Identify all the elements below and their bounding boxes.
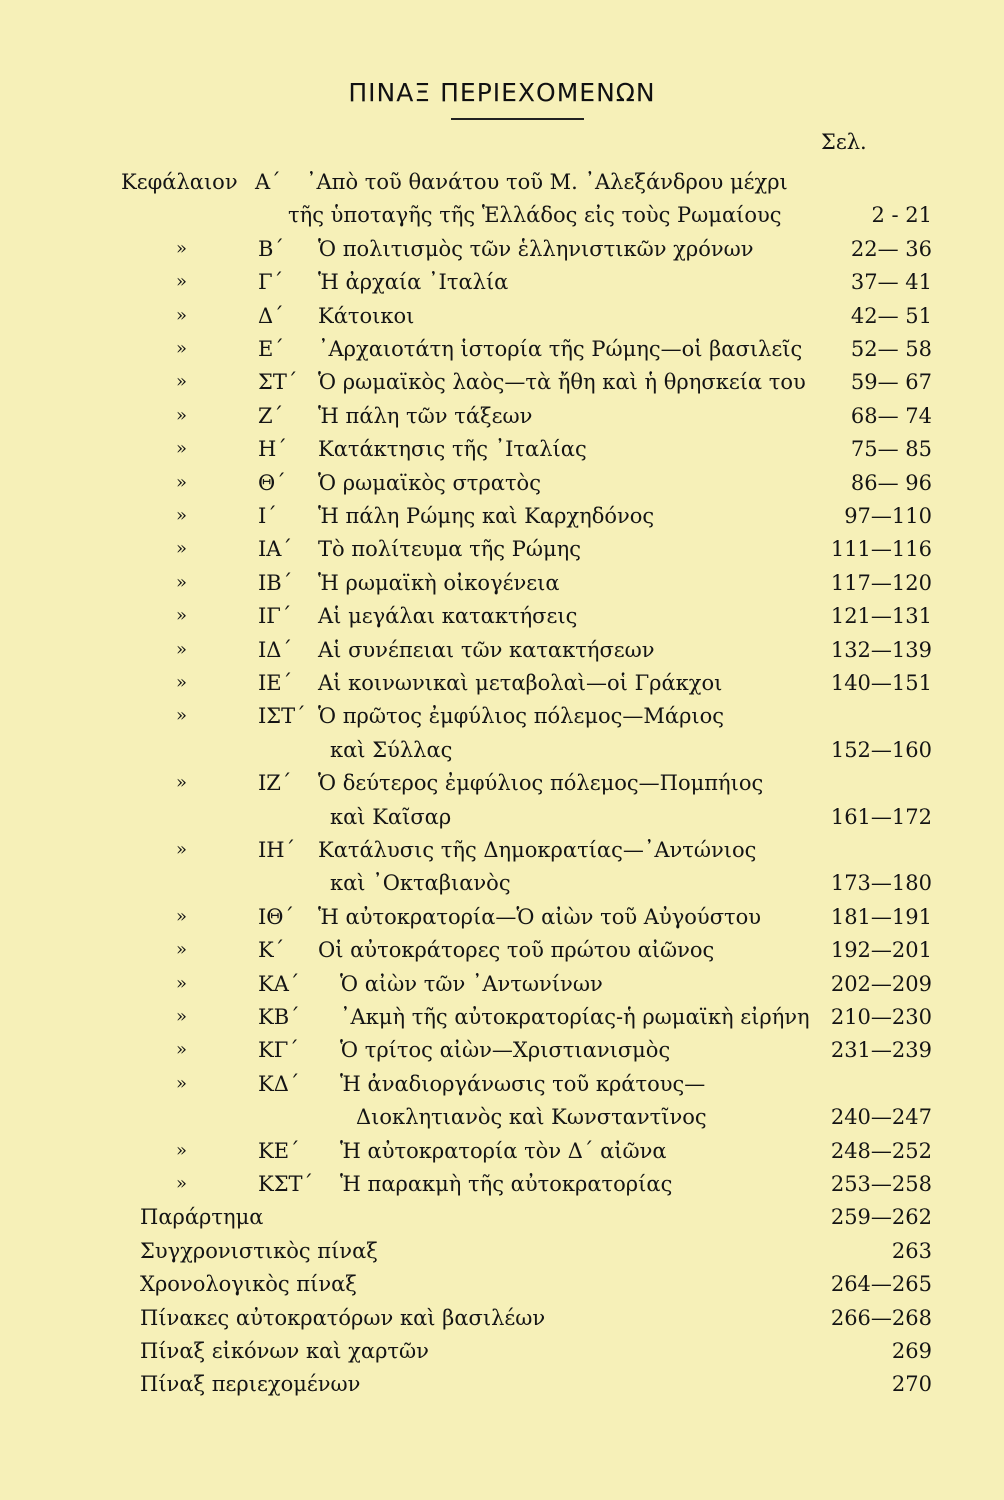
chapter-number: ΚΑ΄ [258, 972, 300, 996]
guillemet-marker: » [176, 472, 188, 493]
chapter-row [0, 767, 1004, 799]
page-range: 152—160 [830, 738, 932, 762]
chapter-title: Ὁ ρωμαϊκὸς λαὸς—τὰ ἤθη καὶ ἡ θρησκεία του [318, 370, 806, 394]
chapter-row [0, 934, 1004, 966]
chapter-continuation-row [0, 1101, 1004, 1133]
chapter-number: Γ΄ [258, 270, 284, 294]
chapter-title-continuation: τῆς ὑποταγῆς τῆς Ἑλλάδος εἰς τοὺς Ρωμαίους [288, 203, 782, 227]
page-range: 210—230 [830, 1005, 932, 1029]
chapter-number: ΙΗ΄ [258, 838, 296, 862]
guillemet-marker: » [176, 371, 188, 392]
chapter-title-continuation: καὶ Καῖσαρ [330, 805, 452, 829]
guillemet-marker: » [176, 538, 188, 559]
chapter-number: ΙΑ΄ [258, 537, 292, 561]
chapter-number: ΚΒ΄ [258, 1005, 300, 1029]
chapter-continuation-row [0, 801, 1004, 833]
chapter-title-continuation: καὶ Σύλλας [330, 738, 453, 762]
guillemet-marker: » [176, 271, 188, 292]
chapter-continuation-row [0, 867, 1004, 899]
chapter-title-continuation: Διοκλητιανὸς καὶ Κωνσταντῖνος [356, 1105, 707, 1129]
chapter-title: Αἱ συνέπειαι τῶν κατακτήσεων [318, 638, 655, 662]
chapter-number: Κ΄ [258, 938, 285, 962]
chapter-number: ΙΖ΄ [258, 771, 292, 795]
chapter-title: ᾿Απὸ τοῦ θανάτου τοῦ Μ. ᾿Αλεξάνδρου μέχρι [306, 170, 788, 194]
chapter-row [0, 567, 1004, 599]
chapter-number: ΙΘ΄ [258, 905, 295, 929]
guillemet-marker: » [176, 238, 188, 259]
chapter-title: Τὸ πολίτευμα τῆς Ρώμης [318, 537, 581, 561]
appendix-title: Παράρτημα [140, 1205, 264, 1229]
chapter-row [0, 500, 1004, 532]
guillemet-marker: » [176, 305, 188, 326]
guillemet-marker: » [176, 639, 188, 660]
chapter-row [0, 1034, 1004, 1066]
chapter-row [0, 533, 1004, 565]
appendix-row [0, 1302, 1004, 1334]
page-range: 161—172 [830, 805, 932, 829]
chapter-number: ΙΓ΄ [258, 604, 292, 628]
guillemet-marker: » [176, 1006, 188, 1027]
page-range: 202—209 [830, 972, 932, 996]
chapter-title: ᾿Ακμὴ τῆς αὐτοκρατορίας-ἡ ρωμαϊκὴ εἰρήνη [340, 1005, 810, 1029]
chapter-number: Δ΄ [258, 304, 284, 328]
guillemet-marker: » [176, 1073, 188, 1094]
chapter-title: Αἱ μεγάλαι κατακτήσεις [318, 604, 578, 628]
chapter-title: Κατάκτησις τῆς ᾿Ιταλίας [318, 437, 587, 461]
guillemet-marker: » [176, 973, 188, 994]
guillemet-marker: » [176, 906, 188, 927]
guillemet-marker: » [176, 572, 188, 593]
appendix-title: Πίναξ περιεχομένων [140, 1372, 361, 1396]
chapter-title: Κατάλυσις τῆς Δημοκρατίας—᾿Αντώνιος [318, 838, 757, 862]
chapter-continuation-row [0, 199, 1004, 231]
page-range: 231—239 [830, 1038, 932, 1062]
chapter-row [0, 300, 1004, 332]
chapter-title: Κάτοικοι [318, 304, 415, 328]
page-range: 263 [891, 1239, 932, 1263]
guillemet-marker: » [176, 438, 188, 459]
page-range: 253—258 [830, 1172, 932, 1196]
chapter-row [0, 600, 1004, 632]
appendix-title: Χρονολογικὸς πίναξ [140, 1272, 357, 1296]
guillemet-marker: » [176, 705, 188, 726]
page-range: 132—139 [830, 638, 932, 662]
chapter-row [0, 1168, 1004, 1200]
chapter-number: Ε΄ [258, 337, 284, 361]
page-range: 140—151 [830, 671, 932, 695]
chapter-row [0, 700, 1004, 732]
page-range: 22— 36 [850, 237, 932, 261]
page-range: 52— 58 [850, 337, 932, 361]
chapter-continuation-row [0, 734, 1004, 766]
page-range: 97—110 [844, 504, 932, 528]
page-range: 248—252 [830, 1139, 932, 1163]
chapter-row [0, 1001, 1004, 1033]
chapter-row [0, 433, 1004, 465]
appendix-row [0, 1335, 1004, 1367]
chapter-title: Ὁ δεύτερος ἐμφύλιος πόλεμος—Πομπήιος [318, 771, 764, 795]
page-range: 111—116 [830, 537, 932, 561]
page-range: 173—180 [830, 871, 932, 895]
chapter-row [0, 1068, 1004, 1100]
guillemet-marker: » [176, 505, 188, 526]
page-range: 2 - 21 [871, 203, 932, 227]
guillemet-marker: » [176, 839, 188, 860]
chapter-title: ᾿Αρχαιοτάτη ἱστορία τῆς Ρώμης—οἱ βασιλεῖς [318, 337, 803, 361]
chapter-row [0, 467, 1004, 499]
chapter-row [0, 400, 1004, 432]
appendix-title: Συγχρονιστικὸς πίναξ [140, 1239, 378, 1263]
guillemet-marker: » [176, 1173, 188, 1194]
chapter-number: ΙΕ΄ [258, 671, 293, 695]
appendix-row [0, 1201, 1004, 1233]
chapter-label: Κεφάλαιον [121, 170, 238, 194]
chapter-title: Ὁ πρῶτος ἐμφύλιος πόλεμος—Μάριος [318, 704, 725, 728]
appendix-row [0, 1268, 1004, 1300]
page-range: 37— 41 [850, 270, 932, 294]
appendix-row [0, 1235, 1004, 1267]
chapter-title: Ἡ ρωμαϊκὴ οἰκογένεια [318, 571, 560, 595]
chapter-number: Θ΄ [258, 471, 286, 495]
chapter-row [0, 233, 1004, 265]
chapter-number: ΙΣΤ΄ [258, 704, 306, 728]
chapter-title: Οἱ αὐτοκράτορες τοῦ πρώτου αἰῶνος [318, 938, 715, 962]
chapter-number: ΚΓ΄ [258, 1038, 299, 1062]
page-range: 264—265 [830, 1272, 932, 1296]
chapter-number: Ι΄ [258, 504, 277, 528]
page-range: 240—247 [830, 1105, 932, 1129]
chapter-number: ΙΔ΄ [258, 638, 292, 662]
appendix-title: Πίνακες αὐτοκρατόρων καὶ βασιλέων [140, 1306, 546, 1330]
chapter-row [0, 667, 1004, 699]
chapter-number: Ζ΄ [258, 404, 284, 428]
chapter-title: Ἡ παρακμὴ τῆς αὐτοκρατορίας [340, 1172, 673, 1196]
chapter-row [0, 333, 1004, 365]
chapter-title: Ὁ τρίτος αἰὼν—Χριστιανισμὸς [340, 1038, 671, 1062]
page-range: 42— 51 [850, 304, 932, 328]
chapter-title: Ἡ ἀναδιοργάνωσις τοῦ κράτους— [340, 1072, 706, 1096]
page-range: 86— 96 [850, 471, 932, 495]
chapter-number: Β΄ [258, 237, 284, 261]
chapter-number: ΚΣΤ΄ [258, 1172, 314, 1196]
page-range: 259—262 [830, 1205, 932, 1229]
chapter-number: ΚΕ΄ [258, 1139, 300, 1163]
guillemet-marker: » [176, 1039, 188, 1060]
chapter-number: Η΄ [258, 437, 287, 461]
chapter-row [0, 968, 1004, 1000]
chapter-row [0, 834, 1004, 866]
page-range: 181—191 [830, 905, 932, 929]
page-range: 121—131 [830, 604, 932, 628]
chapter-number: ΙΒ΄ [258, 571, 293, 595]
guillemet-marker: » [176, 772, 188, 793]
chapter-title: Ἡ αὐτοκρατορία—Ὁ αἰὼν τοῦ Αὐγούστου [318, 905, 762, 929]
chapter-title: Ἡ αὐτοκρατορία τὸν Δ΄ αἰῶνα [340, 1139, 667, 1163]
chapter-row [0, 1135, 1004, 1167]
page-range: 269 [891, 1339, 932, 1363]
guillemet-marker: » [176, 605, 188, 626]
chapter-title: Ἡ ἀρχαία ᾿Ιταλία [318, 270, 509, 294]
page-range: 59— 67 [850, 370, 932, 394]
chapter-title: Ἡ πάλη τῶν τάξεων [318, 404, 533, 428]
page-range: 270 [891, 1372, 932, 1396]
chapter-title: Ὁ αἰὼν τῶν ᾿Αντωνίνων [340, 972, 603, 996]
page-title: ΠΙΝΑΞ ΠΕΡΙΕΧΟΜΕΝΩΝ [348, 78, 656, 107]
page-column-header: Σελ. [821, 130, 867, 154]
appendix-row [0, 1368, 1004, 1400]
guillemet-marker: » [176, 672, 188, 693]
guillemet-marker: » [176, 1140, 188, 1161]
chapter-title: Αἱ κοινωνικαὶ μεταβολαὶ—οἱ Γράκχοι [318, 671, 723, 695]
chapter-number: Α΄ [255, 170, 281, 194]
appendix-title: Πίναξ εἰκόνων καὶ χαρτῶν [140, 1339, 429, 1363]
page-range: 192—201 [830, 938, 932, 962]
chapter-title: Ἡ πάλη Ρώμης καὶ Καρχηδόνος [318, 504, 655, 528]
page-range: 266—268 [830, 1306, 932, 1330]
guillemet-marker: » [176, 405, 188, 426]
page-range: 117—120 [830, 571, 932, 595]
chapter-title: Ὁ πολιτισμὸς τῶν ἑλληνιστικῶν χρόνων [318, 237, 754, 261]
chapter-title-continuation: καὶ ᾿Οκταβιανὸς [330, 871, 511, 895]
chapter-title: Ὁ ρωμαϊκὸς στρατὸς [318, 471, 541, 495]
chapter-row [0, 266, 1004, 298]
chapter-row [0, 166, 1004, 198]
chapter-row [0, 634, 1004, 666]
chapter-number: ΣΤ΄ [258, 370, 298, 394]
page-range: 68— 74 [850, 404, 932, 428]
guillemet-marker: » [176, 939, 188, 960]
chapter-number: ΚΔ΄ [258, 1072, 300, 1096]
chapter-row [0, 366, 1004, 398]
guillemet-marker: » [176, 338, 188, 359]
page-range: 75— 85 [850, 437, 932, 461]
chapter-row [0, 901, 1004, 933]
